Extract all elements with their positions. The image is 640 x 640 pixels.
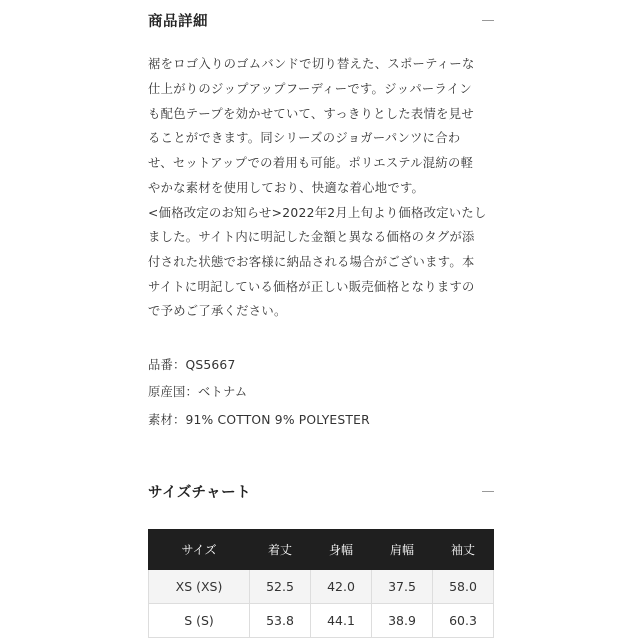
table-cell: 37.5 (372, 570, 433, 604)
description-line: も配色テープを効かせていて、すっきりとした表情を見せ (148, 107, 474, 121)
table-header-row (149, 530, 494, 570)
collapse-minus-icon[interactable] (482, 491, 494, 492)
product-number: 品番：QS5667 (148, 358, 236, 372)
description-line: サイトに明記している価格が正しい販売価格となりますの (148, 280, 475, 294)
table-cell: 53.8 (250, 604, 311, 638)
size-chart-title: サイズチャート (148, 485, 252, 501)
table-cell: 52.5 (250, 570, 311, 604)
column-header-size: サイズ (149, 530, 250, 570)
country-of-origin: 原産国：ベトナム (148, 385, 248, 399)
table-cell: 44.1 (311, 604, 372, 638)
product-details-title: 商品詳細 (148, 14, 208, 30)
collapse-minus-icon[interactable] (482, 20, 494, 21)
table-row (149, 604, 494, 638)
column-header-sleeve: 袖丈 (433, 530, 494, 570)
description-line: 付された状態でお客様に納品される場合がございます。本 (148, 255, 475, 269)
description-line: <価格改定のお知らせ>2022年2月上旬より価格改定いたし (148, 206, 487, 220)
table-cell: XS (XS) (149, 570, 250, 604)
column-header-shoulder: 肩幅 (372, 530, 433, 570)
description-line: で予めご了承ください。 (148, 304, 287, 318)
description-line: 裾をロゴ入りのゴムバンドで切り替えた、スポーティーな (148, 57, 475, 71)
table-cell: 42.0 (311, 570, 372, 604)
description-line: ました。サイト内に明記した金額と異なる価格のタグが添 (148, 230, 475, 244)
description-line: ることができます。同シリーズのジョガーパンツに合わ (148, 131, 461, 145)
size-chart-header[interactable] (148, 477, 494, 507)
size-chart-table (148, 529, 494, 638)
material: 素材：91% COTTON 9% POLYESTER (148, 413, 370, 427)
table-cell: S (S) (149, 604, 250, 638)
table-cell: 60.3 (433, 604, 494, 638)
table-cell: 58.0 (433, 570, 494, 604)
column-header-length: 着丈 (250, 530, 311, 570)
description-line: やかな素材を使用しており、快適な着心地です。 (148, 181, 425, 195)
description-line: せ、セットアップでの着用も可能。ポリエステル混紡の軽 (148, 156, 474, 170)
table-row (149, 570, 494, 604)
table-cell: 38.9 (372, 604, 433, 638)
description-line: 仕上がりのジップアップフーディーです。ジッパーライン (148, 82, 472, 96)
column-header-width: 身幅 (311, 530, 372, 570)
product-details-header[interactable] (148, 6, 494, 36)
